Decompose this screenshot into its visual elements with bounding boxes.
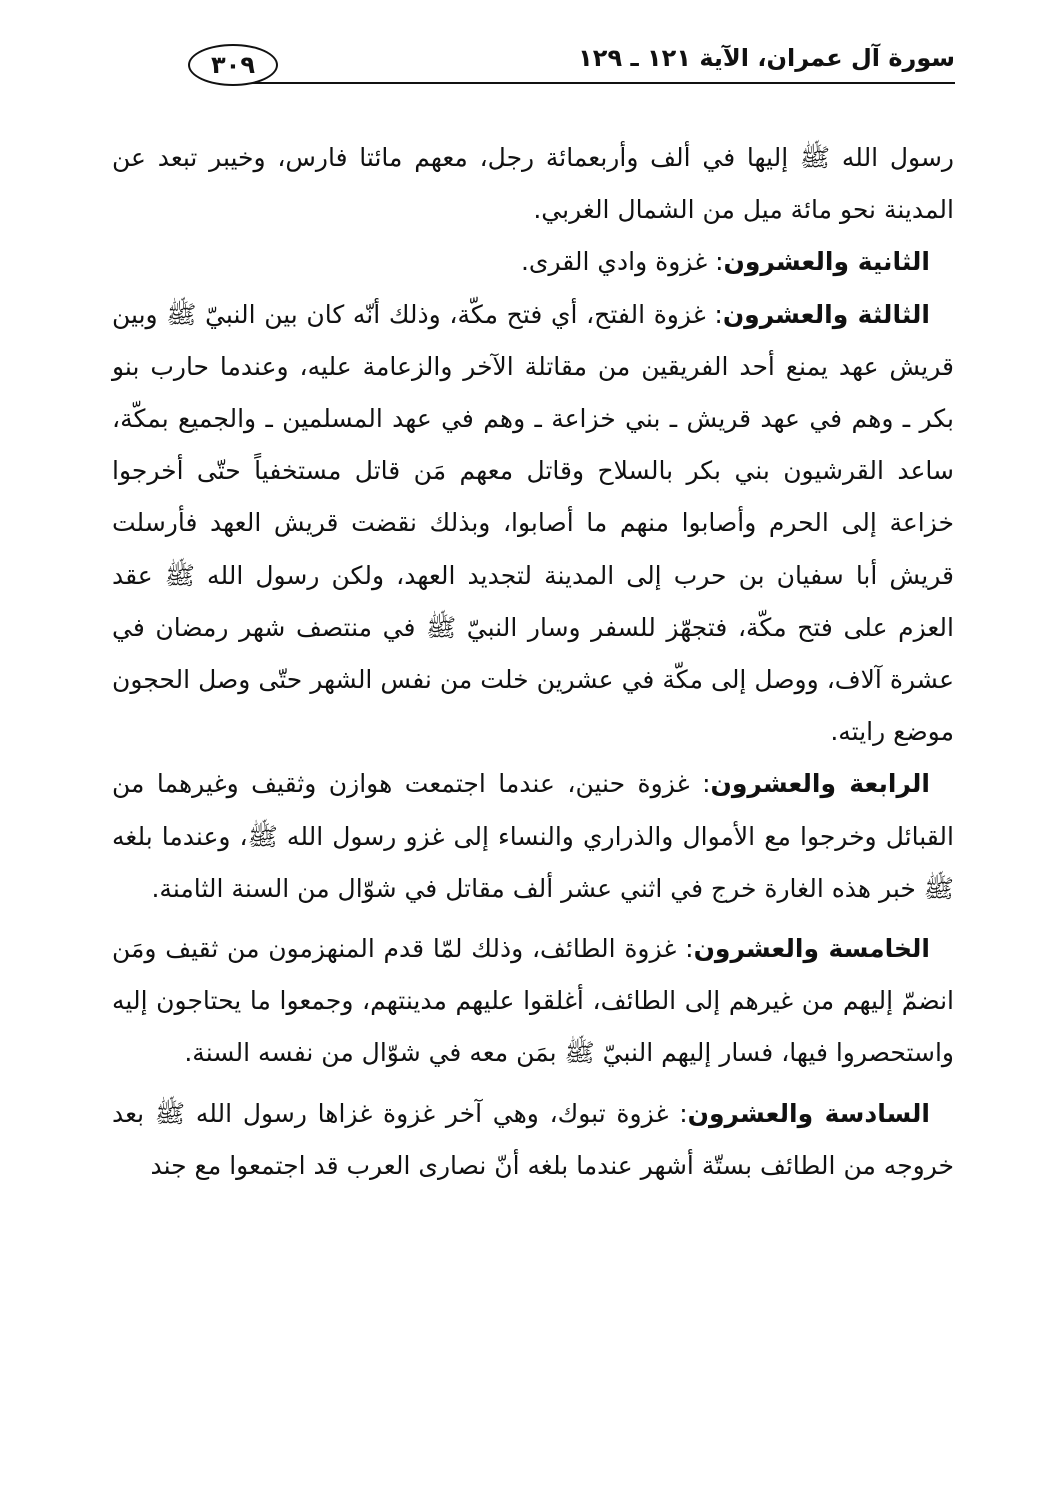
paragraph-heading: الثانية والعشرون (723, 247, 930, 277)
chapter-title: سورة آل عمران، الآية ١٢١ ـ ١٢٩ (578, 44, 955, 72)
paragraph-text: : غزوة الطائف، وذلك لمّا قدم المنهزمون من ثقيف ومَن انضمّ إليهم من غيرهم إلى الطائف، أغلقوا عليهم مدينتهم، وجمعوا ما يحتاجون إليه واستحصروا فيها، فسار إليهم النبيّ ﷺ بمَن معه في شوّال من نفسه السنة. (112, 934, 954, 1068)
paragraph-text: : غزوة حنين، عندما اجتمعت هوازن وثقيف وغيرهما من القبائل وخرجوا مع الأموال والذراري والنساء إلى غزو رسول الله ﷺ، وعندما بلغه ﷺ خبر هذه الغارة خرج في اثني عشر ألف مقاتل في شوّال من السنة الثامنة. (112, 769, 954, 903)
paragraph-heading: الخامسة والعشرون (693, 934, 930, 964)
paragraph-text: : غزوة تبوك، وهي آخر غزوة غزاها رسول الله ﷺ بعد خروجه من الطائف بستّة أشهر عندما بلغه أنّ نصارى العرب قد اجتمعوا مع جند (112, 1098, 954, 1180)
paragraph (112, 236, 954, 288)
paragraph: رسول الله ﷺ إليها في ألف وأربعمائة رجل، معهم مائتا فارس، وخيبر تبعد عن المدينة نحو مائة ميل من الشمال الغربي. (112, 143, 954, 225)
paragraph (112, 758, 954, 915)
paragraph (112, 289, 954, 759)
paragraph-heading: الثالثة والعشرون (722, 299, 930, 329)
body-text (112, 132, 954, 1192)
paragraph (112, 1088, 954, 1192)
paragraph (112, 923, 954, 1080)
paragraph-text: : غزوة وادي القرى. (520, 247, 724, 277)
header-rule (250, 82, 955, 84)
page-number: ٣٠٩ (188, 44, 278, 86)
paragraph-heading: السادسة والعشرون (687, 1098, 930, 1128)
paragraph-heading: الرابعة والعشرون (710, 769, 930, 799)
page-header (110, 38, 955, 86)
paragraph-text: : غزوة الفتح، أي فتح مكّة، وذلك أنّه كان بين النبيّ ﷺ وبين قريش عهد يمنع أحد الفريقين من مقاتلة الآخر والزعامة عليه، وعندما حارب بنو بكر ـ وهم في عهد قريش ـ بني خزاعة ـ وهم في عهد المسلمين ـ والجميع بمكّة، ساعد القرشيون بني بكر بالسلاح وقاتل معهم مَن قاتل مستخفياً حتّى أخرجوا خزاعة إلى الحرم وأصابوا منهم ما أصابوا، وبذلك نقضت قريش العهد فأرسلت قريش أبا سفيان بن حرب إلى المدينة لتجديد العهد، ولكن رسول الله ﷺ عقد العزم على فتح مكّة، فتجهّز للسفر وسار النبيّ ﷺ في منتصف شهر رمضان في عشرة آلاف، ووصل إلى مكّة في عشرين خلت من نفس الشهر حتّى وصل الحجون موضع رايته. (112, 299, 954, 747)
